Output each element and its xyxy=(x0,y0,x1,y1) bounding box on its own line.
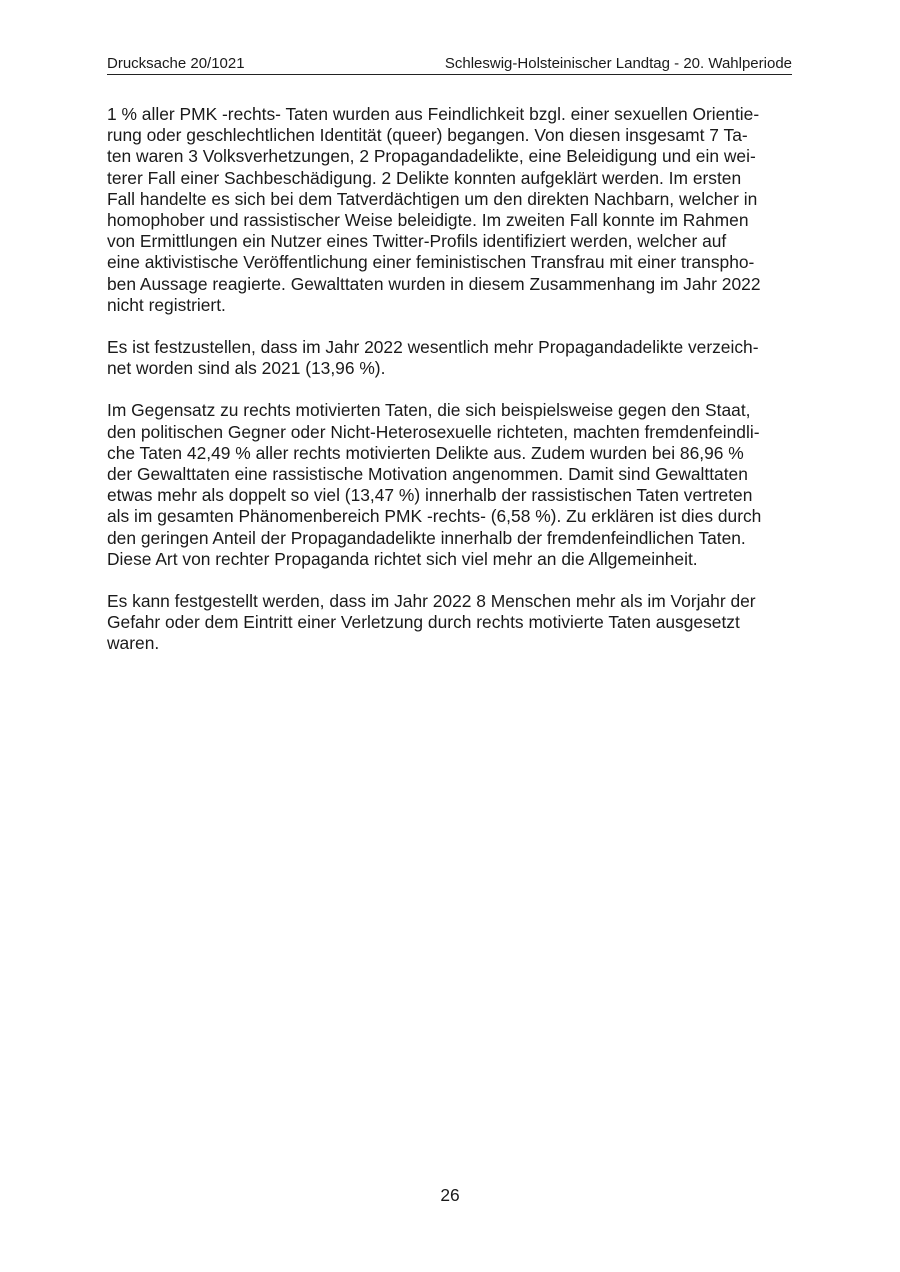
paragraph-queer-hostility: 1 % aller PMK -rechts- Taten wurden aus Feindlichkeit bzgl. einer sexuellen Orientie- rung oder geschlechtlichen Identität (queer) begangen. Von diesen insgesamt 7 Ta- ten waren 3 Volksverhetzungen, 2 Propagandadelikte, eine Beleidigung und ein wei- terer Fall einer Sachbeschädigung. 2 Delikte konnten aufgeklärt werden. Im ersten Fall handelte es sich bei dem Tatverdächtigen um den direkten Nachbarn, welcher in homophober und rassistischer Weise beleidigte. Im zweiten Fall konnte im Rahmen von Ermittlungen ein Nutzer eines Twitter-Profils identifiziert werden, welcher auf eine aktivistische Veröffentlichung einer feministischen Transfrau mit einer transpho- ben Aussage reagierte. Gewalttaten wurden in diesem Zusammenhang im Jahr 2022 nicht registriert. xyxy=(107,104,761,315)
paragraph-propaganda-increase: Es ist festzustellen, dass im Jahr 2022 wesentlich mehr Propagandadelikte verzeich- net worden sind als 2021 (13,96 %). xyxy=(107,337,759,379)
body-text xyxy=(107,104,793,676)
page-header xyxy=(107,54,792,75)
paragraph-victims: Es kann festgestellt werden, dass im Jahr 2022 8 Menschen mehr als im Vorjahr der Gefahr oder dem Eintritt einer Verletzung durch rechts motivierte Taten ausgesetzt waren. xyxy=(107,591,756,654)
page-number: 26 xyxy=(440,1185,460,1205)
parliament-title: Schleswig-Holsteinischer Landtag - 20. Wahlperiode xyxy=(444,55,792,72)
paragraph-xenophobic-offenses: Im Gegensatz zu rechts motivierten Taten, die sich beispielsweise gegen den Staat, den politischen Gegner oder Nicht-Heterosexuelle richteten, machten fremdenfeindli- che Taten 42,49 % aller rechts motivierten Delikte aus. Zudem wurden bei 86,96 % der Gewalttaten eine rassistische Motivation angenommen. Damit sind Gewalttaten etwas mehr als doppelt so viel (13,47 %) innerhalb der rassistischen Taten vertreten als im gesamten Phänomenbereich PMK -rechts- (6,58 %). Zu erklären ist dies durch den geringen Anteil der Propagandadelikte innerhalb der fremdenfeindlichen Taten. Diese Art von rechter Propaganda richtet sich viel mehr an die Allgemeinheit. xyxy=(107,400,762,569)
document-number: Drucksache 20/1021 xyxy=(107,55,245,72)
